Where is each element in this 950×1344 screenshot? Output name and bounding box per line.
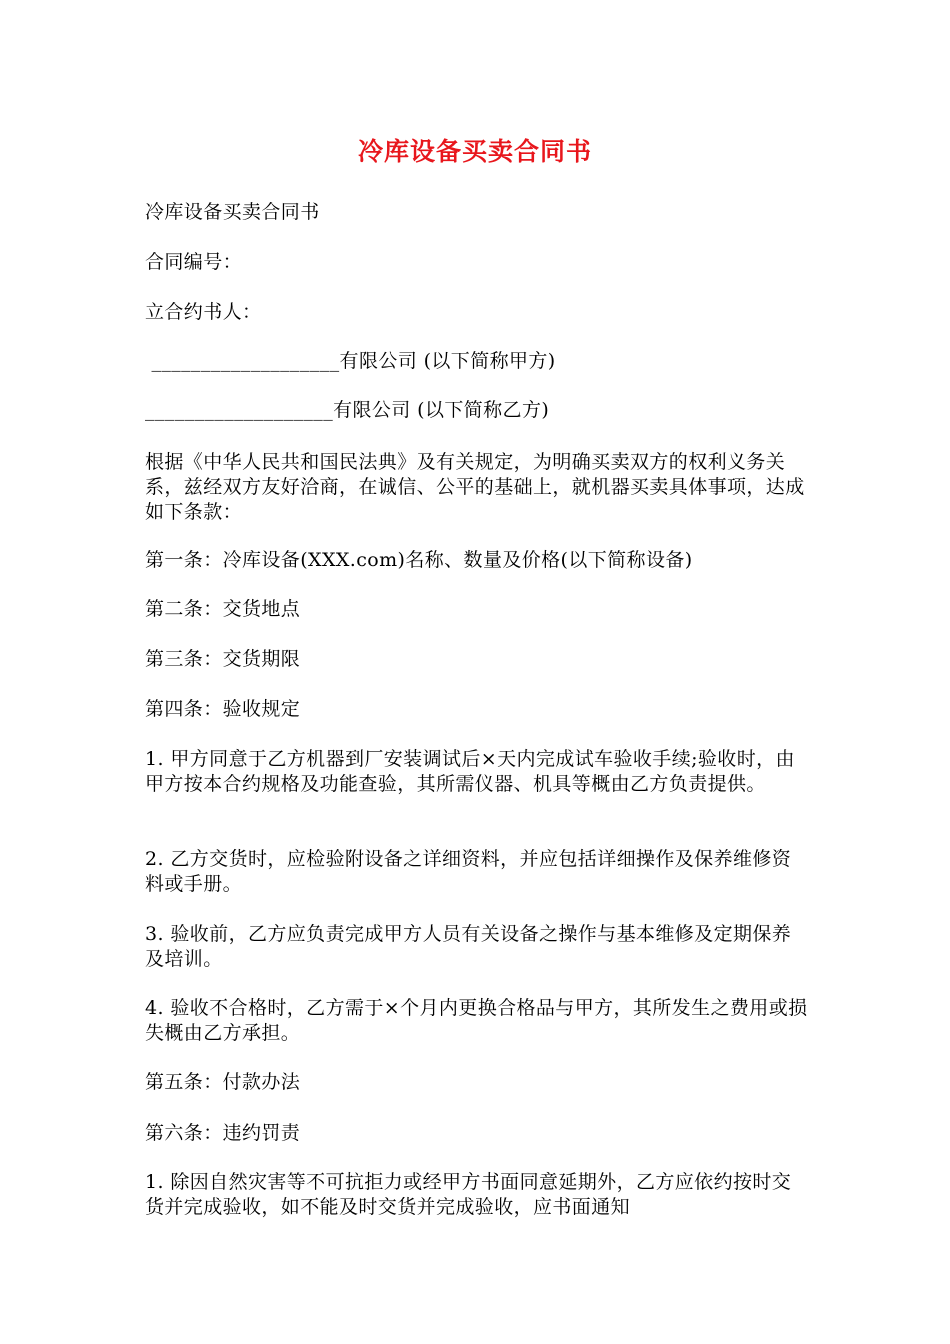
document-heading-repeat: 冷库设备买卖合同书 <box>145 201 320 223</box>
article-1-heading: 第一条：冷库设备(XXX.com)名称、数量及价格(以下简称设备) <box>145 549 693 571</box>
party-a-line: ___________________有限公司 (以下简称甲方) <box>145 350 556 372</box>
article-6-item-1: 1. 除因自然灾害等不可抗拒力或经甲方书面同意延期外，乙方应依约按时交货并完成验收，如不能及时交货并完成验收，应书面通知 <box>145 1171 792 1218</box>
article-4-item-2: 2. 乙方交货时，应检验附设备之详细资料，并应包括详细操作及保养维修资料或手册。 <box>145 848 792 895</box>
preamble-paragraph: 根据《中华人民共和国民法典》及有关规定，为明确买卖双方的权利义务关系，兹经双方友好洽商，在诚信、公平的基础上，就机器买卖具体事项，达成如下条款： <box>145 451 805 523</box>
article-4-item-3: 3. 验收前，乙方应负责完成甲方人员有关设备之操作与基本维修及定期保养及培训。 <box>145 923 792 970</box>
article-2-heading: 第二条：交货地点 <box>145 598 301 620</box>
article-6-heading: 第六条：违约罚责 <box>145 1122 301 1144</box>
article-5-heading: 第五条：付款办法 <box>145 1071 301 1093</box>
document-title: 冷库设备买卖合同书 <box>357 137 592 166</box>
article-4-item-1: 1. 甲方同意于乙方机器到厂安装调试后×天内完成试车验收手续;验收时，由甲方按本合约规格及功能查验，其所需仪器、机具等概由乙方负责提供。 <box>145 748 795 795</box>
article-3-heading: 第三条：交货期限 <box>145 648 301 670</box>
signatories-label: 立合约书人： <box>145 301 262 323</box>
article-4-item-4: 4. 验收不合格时，乙方需于×个月内更换合格品与甲方，其所发生之费用或损失概由乙方承担。 <box>145 997 808 1044</box>
article-4-heading: 第四条：验收规定 <box>145 698 301 720</box>
contract-number-line: 合同编号： <box>145 251 243 273</box>
party-b-line: ___________________有限公司 (以下简称乙方) <box>145 399 550 421</box>
